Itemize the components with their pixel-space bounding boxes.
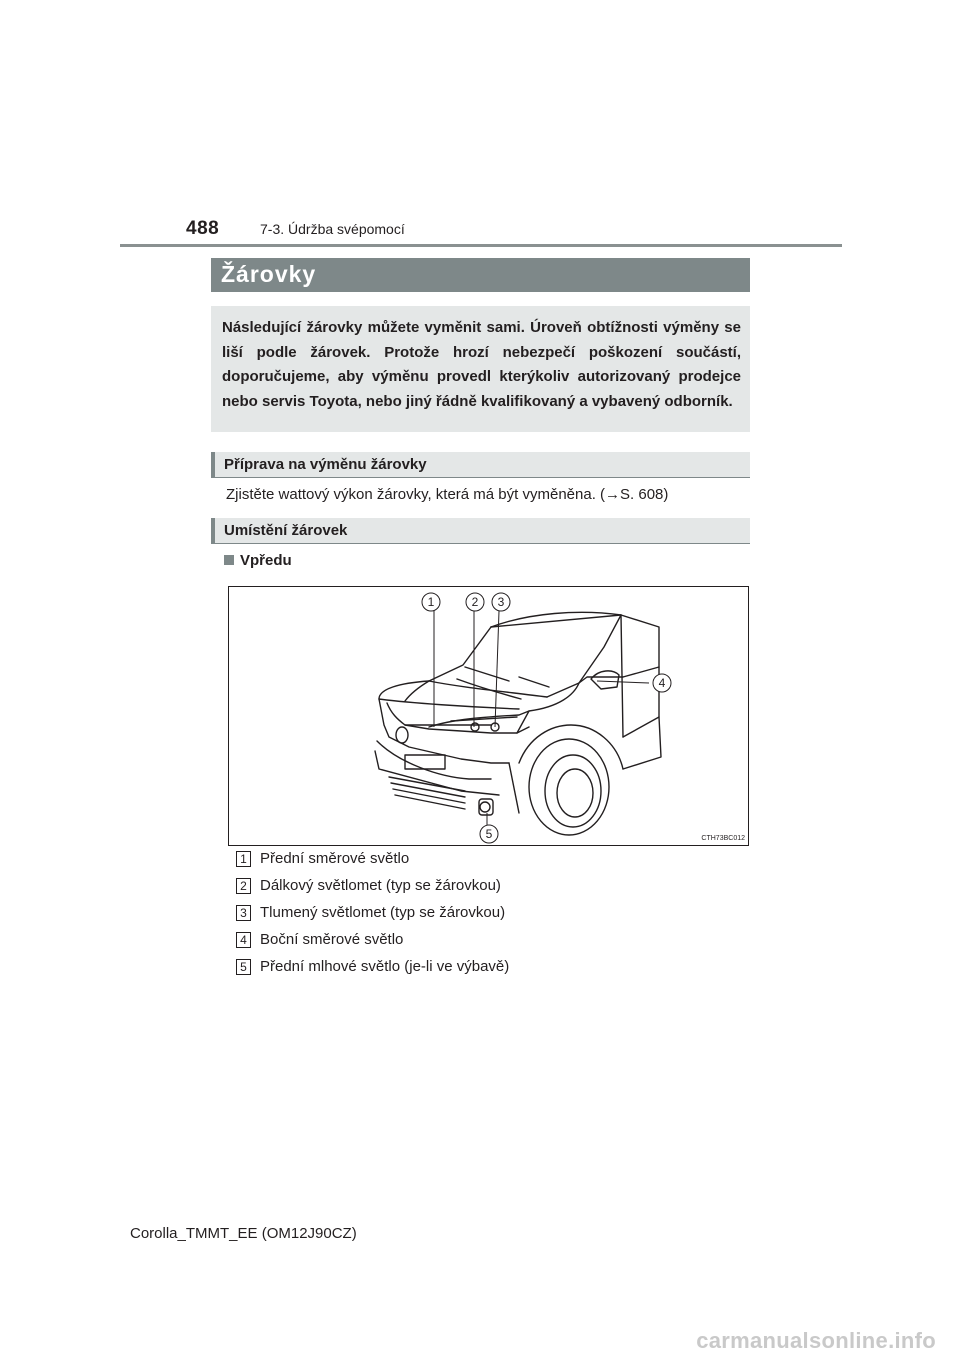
subheading-location (211, 518, 750, 544)
header-rule (120, 244, 842, 247)
watermark[interactable]: carmanualsonline.info (696, 1328, 936, 1353)
legend-number: 3 (236, 905, 251, 921)
page-title-bar (211, 258, 750, 292)
legend-text: Dálkový světlomet (typ se žárovkou) (260, 877, 501, 894)
preparation-text: Zjistěte wattový výkon žárovky, která má být vyměněna. (→S. 608) (226, 486, 669, 503)
legend-text: Tlumený světlomet (typ se žárovkou) (260, 904, 506, 921)
intro-box (211, 306, 750, 432)
callout-3-label: 3 (497, 595, 505, 609)
car-drawing-icon (229, 587, 750, 847)
page-title: Žárovky (221, 261, 317, 287)
footer-model-code: Corolla_TMMT_EE (OM12J90CZ) (130, 1225, 357, 1242)
intro-text: Následující žárovky můžete vyměnit sami. Úroveň obtížnosti výměny se liší podle žárovek. Protože hrozí nebezpečí poškození součástí, doporučujeme, aby výměnu provedl kterýkoliv autorizovaný prodejce nebo servis Toyota, nebo jiný řádně kvalifikovaný a vybavený odborník. (222, 319, 741, 410)
legend-text: Přední směrové světlo (260, 850, 410, 867)
car-front-illustration (228, 586, 749, 846)
front-heading (224, 552, 292, 569)
callout-4-label: 4 (658, 676, 666, 690)
legend-number: 2 (236, 878, 251, 894)
callout-1-label: 1 (427, 595, 435, 609)
page-number: 488 (186, 218, 220, 239)
legend-number: 4 (236, 932, 251, 948)
legend-number: 5 (236, 959, 251, 975)
callout-2-label: 2 (471, 595, 479, 609)
bullet-square-icon (224, 555, 234, 565)
legend-number: 1 (236, 851, 251, 867)
legend-text: Boční směrové světlo (260, 931, 404, 948)
subheading-preparation-label: Příprava na výměnu žárovky (224, 456, 427, 473)
callout-5-label: 5 (485, 827, 493, 841)
front-heading-label: Vpředu (240, 552, 292, 569)
figure-code: CTH73BC012 (701, 835, 745, 842)
legend-text: Přední mlhové světlo (je-li ve výbavě) (260, 958, 510, 975)
subheading-preparation (211, 452, 750, 478)
section-title: 7-3. Údržba svépomocí (260, 221, 405, 237)
subheading-location-label: Umístění žárovek (224, 522, 348, 539)
